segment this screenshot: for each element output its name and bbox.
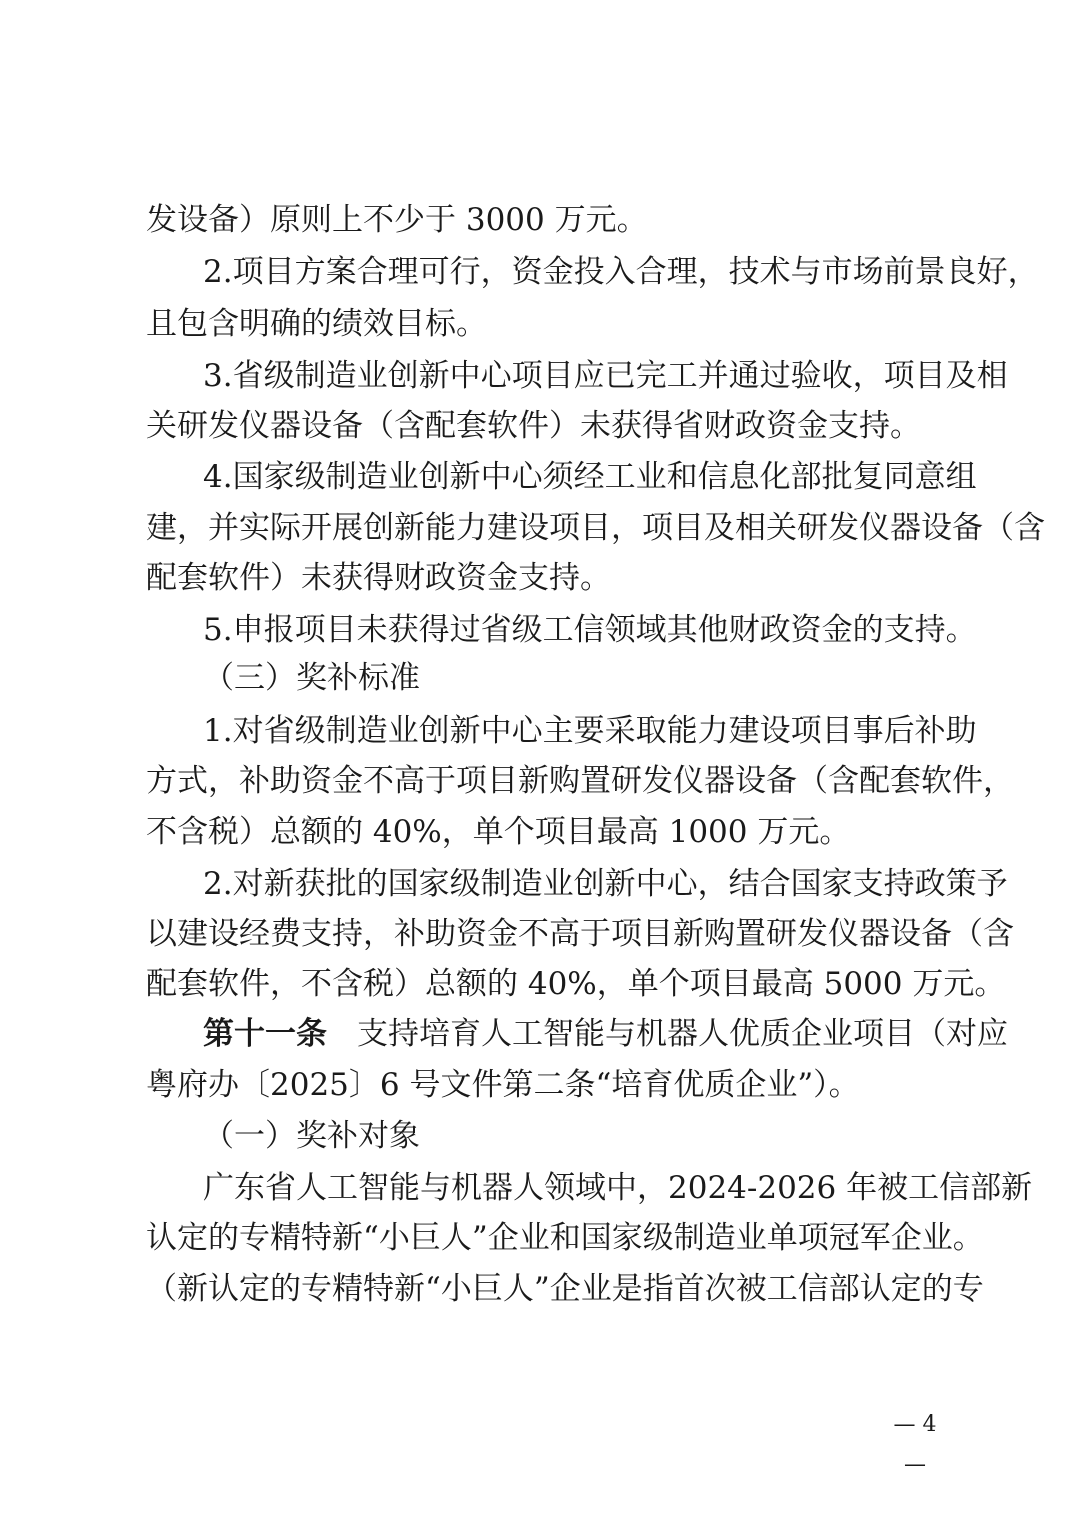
page-number: — 4 — xyxy=(893,1412,937,1477)
body-line: 5.申报项目未获得过省级工信领域其他财政资金的支持。 xyxy=(203,612,977,648)
article-line xyxy=(203,1008,1008,1060)
section-heading: （三）奖补标准 xyxy=(203,660,420,696)
body-line: 2.项目方案合理可行，资金投入合理，技术与市场前景良好， xyxy=(203,254,1039,290)
body-line: 认定的专精特新“小巨人”企业和国家级制造业单项冠军企业。 xyxy=(146,1220,984,1256)
body-line: 方式，补助资金不高于项目新购置研发仪器设备（含配套软件， xyxy=(146,763,1014,799)
body-line: 建，并实际开展创新能力建设项目，项目及相关研发仪器设备（含 xyxy=(146,510,1045,546)
body-line: 3.省级制造业创新中心项目应已完工并通过验收，项目及相 xyxy=(203,358,1008,394)
body-line: 2.对新获批的国家级制造业创新中心，结合国家支持政策予 xyxy=(203,866,1008,902)
body-line: 广东省人工智能与机器人领域中，2024-2026 年被工信部新 xyxy=(203,1170,1033,1206)
body-line: 关研发仪器设备（含配套软件）未获得省财政资金支持。 xyxy=(146,408,921,444)
body-line: 不含税）总额的 40%，单个项目最高 1000 万元。 xyxy=(146,814,851,850)
body-line: （新认定的专精特新“小巨人”企业是指首次被工信部认定的专 xyxy=(146,1271,984,1307)
body-line: 且包含明确的绩效目标。 xyxy=(146,306,487,342)
body-line: 配套软件）未获得财政资金支持。 xyxy=(146,560,611,596)
body-line: 发设备）原则上不少于 3000 万元。 xyxy=(146,202,648,238)
section-heading: （一）奖补对象 xyxy=(203,1118,420,1154)
article-number: 第十一条 xyxy=(203,1016,327,1052)
body-line: 配套软件，不含税）总额的 40%，单个项目最高 5000 万元。 xyxy=(146,966,1006,1002)
body-line: 4.国家级制造业创新中心须经工业和信息化部批复同意组 xyxy=(203,459,977,495)
body-line: 以建设经费支持，补助资金不高于项目新购置研发仪器设备（含 xyxy=(146,916,1014,952)
body-line: 粤府办〔2025〕6 号文件第二条“培育优质企业”）。 xyxy=(146,1067,860,1103)
body-line: 1.对省级制造业创新中心主要采取能力建设项目事后补助 xyxy=(203,713,977,749)
article-title: 支持培育人工智能与机器人优质企业项目（对应 xyxy=(357,1016,1008,1052)
